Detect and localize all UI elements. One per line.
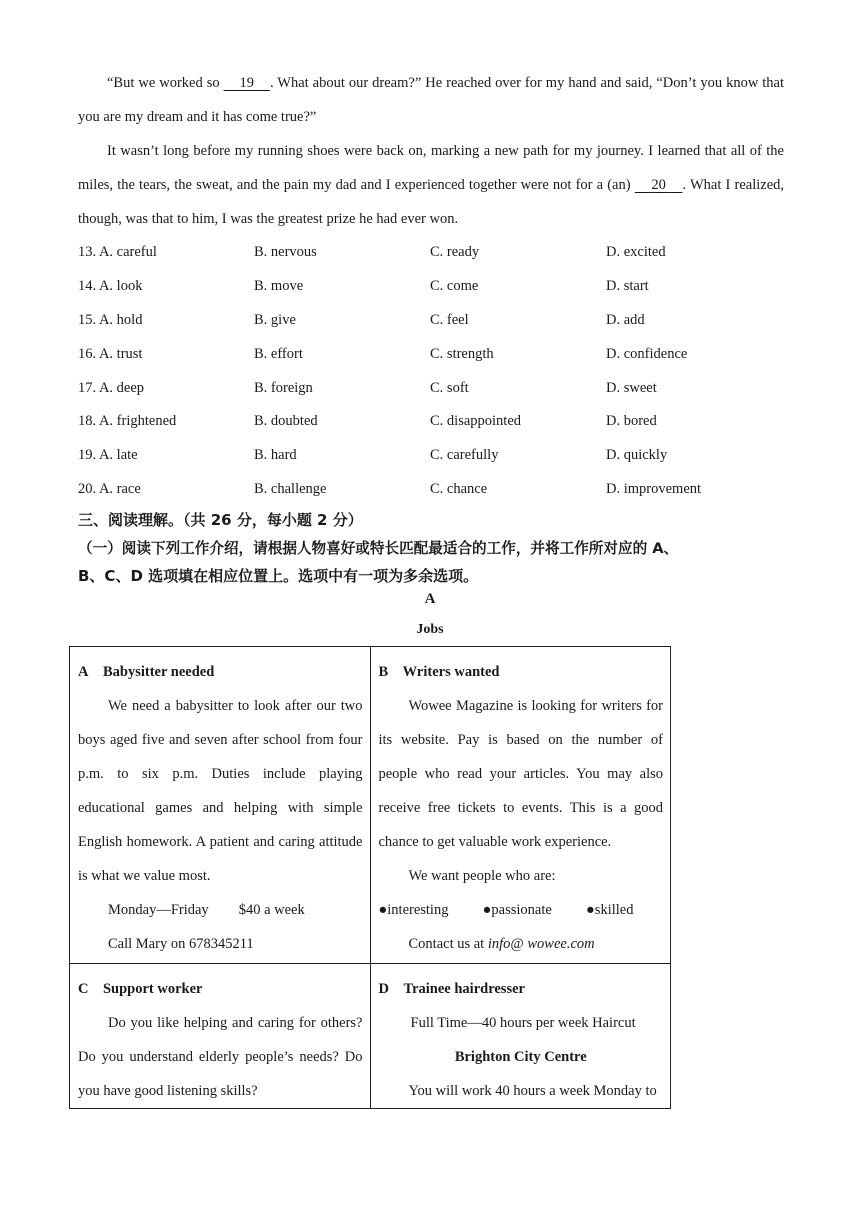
job-letter: D	[378, 981, 389, 997]
job-description: You will work 40 hours a week Monday to	[408, 1083, 657, 1099]
option-a: 20. A. race	[78, 481, 141, 497]
job-schedule	[78, 893, 363, 927]
passage-paragraph-1	[78, 66, 784, 134]
job-days: Monday—Friday	[108, 902, 209, 918]
option-b: B. effort	[254, 346, 303, 362]
job-description: We need a babysitter to look after our two boys aged five and seven after school from four p.m. to six p.m. Duties include playing educational games and helping with simple English homework. A patient and caring attitude is what we value most.	[78, 698, 363, 884]
blank-19	[224, 75, 270, 91]
job-letter: C	[78, 981, 89, 997]
job-letter: B	[378, 664, 389, 680]
trait-item: ●skilled	[586, 902, 634, 918]
contact-email: info@ wowee.com	[487, 936, 595, 952]
option-c: C. ready	[430, 244, 480, 260]
option-a: 18. A. frightened	[78, 413, 177, 429]
job-contact	[379, 927, 664, 961]
job-letter: A	[78, 664, 89, 680]
option-row-14	[78, 269, 784, 303]
passage-paragraph-2	[78, 134, 784, 236]
job-card-a	[70, 647, 371, 964]
option-row-18	[78, 404, 784, 438]
trait-item: ●interesting	[378, 902, 449, 918]
job-title-text: Babysitter needed	[102, 664, 215, 680]
passage-text: . What I realized, though, was that to him, I was the greatest prize he had ever won.	[78, 177, 784, 227]
section-instruction-line-1: （一）阅读下列工作介绍，请根据人物喜好或特长匹配最适合的工作，并将工作所对应的 A、	[78, 540, 679, 557]
option-d: D. improvement	[606, 481, 702, 497]
option-d: D. add	[606, 312, 645, 328]
job-card-d	[370, 964, 671, 1109]
job-contact: Call Mary on 678345211	[108, 936, 254, 952]
passage-text: . What about our dream?” He reached over for my hand and said, “Don’t you know that you are my dream and it has come true?”	[78, 75, 785, 125]
option-c: C. carefully	[430, 447, 499, 463]
section-instruction-line-2: B、C、D 选项填在相应位置上。选项中有一项为多余选项。	[78, 567, 479, 585]
option-d: D. bored	[606, 413, 657, 429]
option-c: C. strength	[430, 346, 494, 362]
job-card-c	[70, 964, 371, 1109]
job-title	[78, 655, 363, 689]
option-b: B. doubted	[254, 413, 318, 429]
job-title	[379, 655, 664, 689]
option-a: 15. A. hold	[78, 312, 143, 328]
option-a: 16. A. trust	[78, 346, 143, 362]
option-row-15	[78, 303, 784, 337]
job-card-b	[370, 647, 671, 964]
job-description: Do you like helping and caring for others? Do you understand elderly people’s needs? Do you have good listening skills?	[78, 1015, 363, 1099]
option-b: B. challenge	[254, 481, 327, 497]
option-d: D. quickly	[606, 447, 668, 463]
option-d: D. excited	[606, 244, 666, 260]
option-d: D. confidence	[606, 346, 688, 362]
option-b: B. give	[254, 312, 296, 328]
contact-label: Contact us at	[408, 936, 488, 952]
passage-text: It wasn’t long before my running shoes were back on, marking a new path for my journey. I learned that all of the miles, the tears, the sweat, and the pain my dad and I experienced together were not for a (an)	[78, 143, 784, 193]
job-hours: Full Time—40 hours per week Haircut	[410, 1015, 636, 1031]
jobs-title: Jobs	[416, 622, 444, 637]
job-title-text: Support worker	[102, 981, 203, 997]
jobs-table	[69, 646, 671, 1109]
blank-20	[635, 177, 683, 193]
option-row-19	[78, 438, 784, 472]
option-a: 13. A. careful	[78, 244, 157, 260]
option-row-17	[78, 371, 784, 405]
job-description: Wowee Magazine is looking for writers for its website. Pay is based on the number of people who read your articles. You may also receive free tickets to events. This is a good chance to get valuable work experience.	[378, 698, 663, 850]
option-b: B. nervous	[254, 244, 317, 260]
job-requirements: We want people who are:	[408, 868, 556, 884]
trait-item: ●passionate	[482, 902, 552, 918]
option-a: 14. A. look	[78, 278, 143, 294]
blank-number: 20	[651, 177, 666, 193]
option-b: B. hard	[254, 447, 297, 463]
table-row	[70, 964, 671, 1109]
job-title-text: Trainee hairdresser	[403, 981, 525, 997]
job-pay: $40 a week	[238, 902, 305, 918]
option-b: B. foreign	[254, 380, 313, 396]
part-letter: A	[424, 591, 436, 607]
option-d: D. start	[606, 278, 649, 294]
trait-list	[379, 893, 634, 927]
option-c: C. feel	[430, 312, 469, 328]
section-heading: 三、阅读理解。（共 26 分，每小题 2 分）	[78, 511, 363, 529]
job-title	[78, 972, 363, 1006]
option-a: 17. A. deep	[78, 380, 145, 396]
option-c: C. soft	[430, 380, 469, 396]
table-row	[70, 647, 671, 964]
option-c: C. disappointed	[430, 413, 522, 429]
option-row-13	[78, 235, 784, 269]
option-row-20	[78, 472, 784, 506]
blank-number: 19	[239, 75, 255, 91]
passage-text: “But we worked so	[107, 75, 224, 91]
option-row-16	[78, 337, 784, 371]
option-d: D. sweet	[606, 380, 657, 396]
option-c: C. chance	[430, 481, 488, 497]
option-c: C. come	[430, 278, 479, 294]
job-title-text: Writers wanted	[402, 664, 500, 680]
option-b: B. move	[254, 278, 304, 294]
job-location: Brighton City Centre	[454, 1049, 587, 1065]
option-a: 19. A. late	[78, 447, 138, 463]
job-title	[379, 972, 664, 1006]
